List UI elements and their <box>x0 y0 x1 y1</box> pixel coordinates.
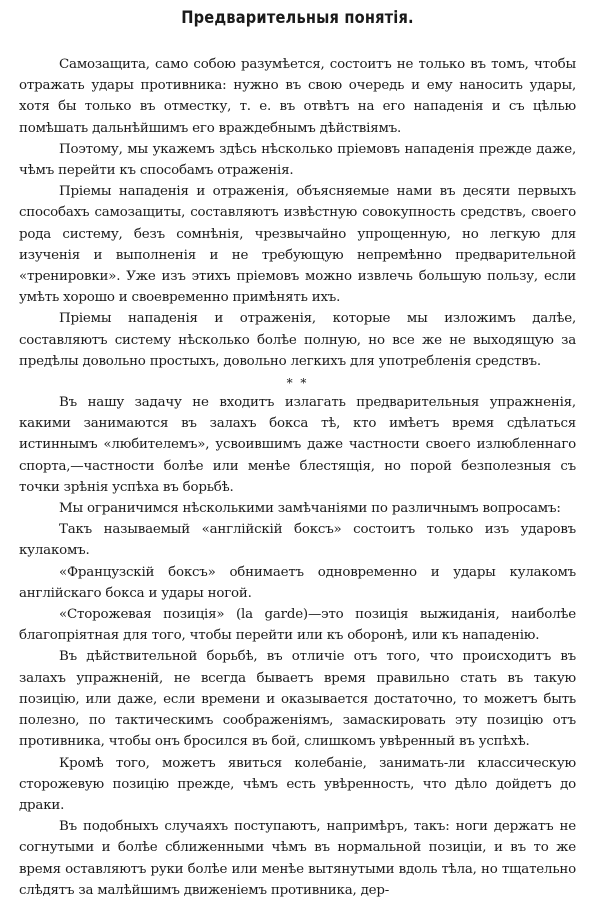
page-title: Предварительныя понятія. <box>181 8 414 28</box>
paragraph: «Сторожевая позиція» (la garde)—это позиція выжиданія, наиболѣе благопріятная для того, чтобы перейти или къ оборонѣ, или къ нападенію. <box>19 607 576 644</box>
paragraph: Кромѣ того, можетъ явиться колебаніе, занимать-ли классическую сторожевую позицію прежде, чѣмъ есть увѣренность, что дѣло дойдетъ до драки. <box>19 755 576 813</box>
paragraph: Такъ называемый «англійскій боксъ» состоитъ только изъ ударовъ кулакомъ. <box>19 522 576 559</box>
paragraph: Въ дѣйствительной борьбѣ, въ отличіе отъ того, что происходитъ въ залахъ упражненій, не всегда бываетъ время правильно стать въ такую позицію, или даже, если времени и оказывается достаточно, то можетъ быть полезно, по тактическимъ соображеніямъ, замаскировать эту позицію отъ противника, чтобы онъ бросился въ бой, слишкомъ увѣренный въ успѣхѣ. <box>19 649 576 750</box>
paragraph: Въ подобныхъ случаяхъ поступаютъ, напримѣръ, такъ: ноги держатъ не согнутыми и болѣе сближенными чѣмъ въ нормальной позиціи, и въ то же время оставляютъ руки болѣе или менѣе вытянутыми вдоль тѣла, но тщательно слѣдятъ за малѣйшимъ движеніемъ противника, дер- <box>19 819 576 898</box>
paragraph: Поэтому, мы укажемъ здѣсь нѣсколько пріемовъ нападенія прежде даже, чѣмъ перейти къ способамъ отраженія. <box>19 141 576 179</box>
body-text <box>19 54 576 901</box>
paragraph: Пріемы нападенія и отраженія, объясняемые нами въ десяти первыхъ способахъ самозащиты, составляютъ извѣстную совокупность средствъ, своего рода систему, безъ сомнѣнія, чрезвычайно упрощенную, но легкую для изученія и выполненія и не требующую непремѣнно предварительной «тренировки». Уже изъ этихъ пріемовъ можно извлечь большую пользу, если умѣть хорошо и своевременно примѣнять ихъ. <box>19 184 576 306</box>
paragraph: Мы ограничимся нѣсколькими замѣчаніями по различнымъ вопросамъ: <box>59 501 561 517</box>
paragraph: «Французскій боксъ» обнимаетъ одновременно и удары кулакомъ англійскаго бокса и удары ногой. <box>19 564 576 601</box>
section-separator: * * <box>286 376 309 391</box>
paragraph: Пріемы нападенія и отраженія, которые мы изложимъ далѣе, составляютъ систему нѣсколько болѣе полную, но все же не выходящую за предѣлы довольно простыхъ, довольно легкихъ для употребленія средствъ. <box>19 311 576 369</box>
paragraph: Въ нашу задачу не входитъ излагать предварительныя упражненія, какими занимаются въ залахъ бокса тѣ, кто имѣетъ время сдѣлаться истиннымъ «любителемъ», усвоившимъ даже частности своего излюбленнаго спорта,—частности болѣе или менѣе блестящія, но порой безполезныя съ точки зрѣнія успѣха въ борьбѣ. <box>19 395 576 495</box>
paragraph: Самозащита, само собою разумѣется, состоитъ не только въ томъ, чтобы отражать удары противника: нужно въ свою очередь и ему наносить удары, хотя бы только въ отместку, т. е. въ отвѣтъ на его нападенія и съ цѣлью помѣшать дальнѣйшимъ его враждебнымъ дѣйствіямъ. <box>19 57 576 136</box>
